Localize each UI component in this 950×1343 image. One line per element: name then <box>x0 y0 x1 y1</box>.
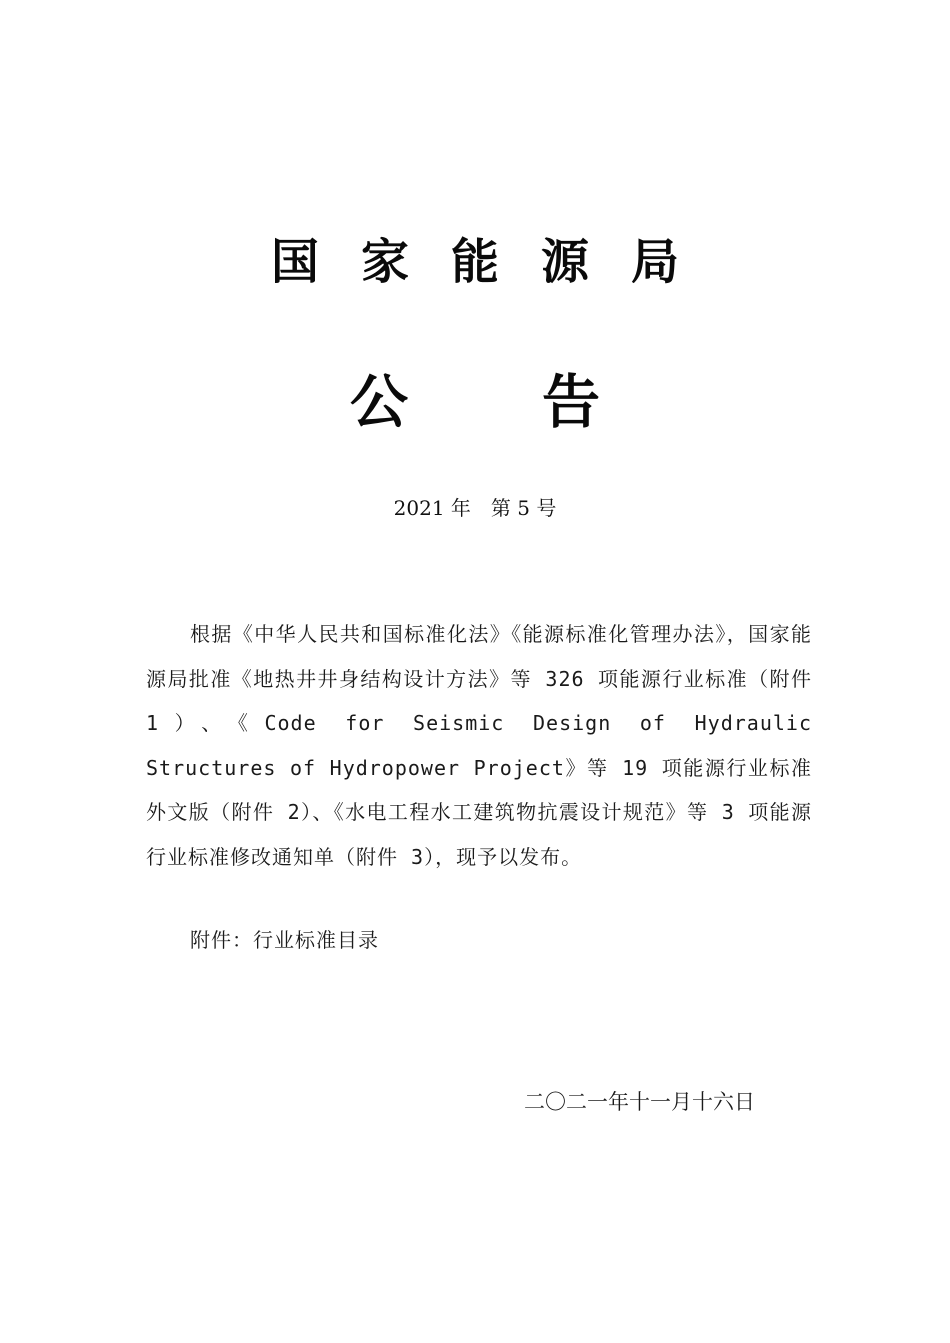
issuing-authority-title: 国家能源局 <box>270 234 721 290</box>
document-type-heading: 公告 <box>349 368 734 436</box>
document-number: 2021 年 第 5 号 <box>393 496 557 520</box>
issue-date: 二〇二一年十一月十六日 <box>524 1090 755 1114</box>
attachment-line: 附件：行业标准目录 <box>190 928 379 952</box>
announcement-body-paragraph: 根据《中华人民共和国标准化法》《能源标准化管理办法》，国家能源局批准《地热井井身结构设计方法》等 326 项能源行业标准（附件 1）、《Code for Seismic Design of Hydraulic Structures of Hydropower Project》等 19 项能源行业标准外文版（附件 2）、《水电工程水工建筑物抗震设计规范》等 3 项能源行业标准修改通知单（附件 3），现予以发布。 <box>146 622 812 869</box>
